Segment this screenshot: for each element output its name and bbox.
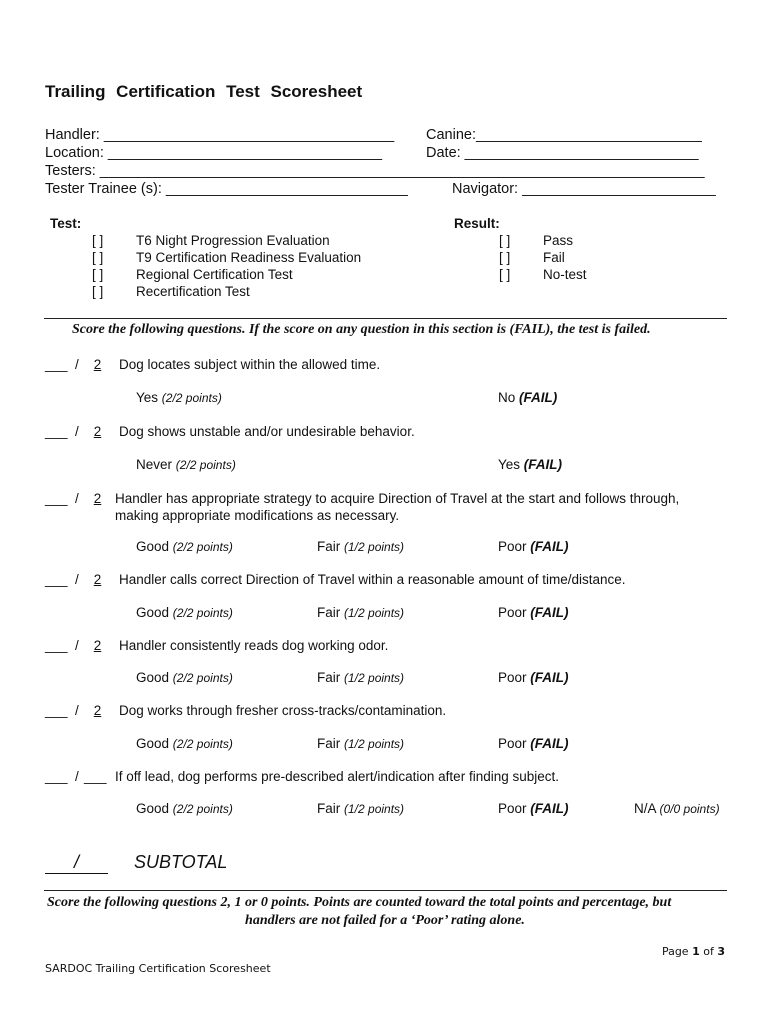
result-option-label: No-test — [543, 267, 587, 282]
question-text: Handler has appropriate strategy to acquire Direction of Travel at the start and follows through, — [115, 491, 680, 506]
question-text: Dog works through fresher cross-tracks/contamination. — [119, 703, 447, 718]
result-checkbox[interactable]: [ ] — [499, 233, 511, 248]
option-points: (1/2 points) — [344, 671, 405, 685]
score-slash: / — [75, 703, 79, 718]
option-label: Fair — [317, 670, 341, 685]
option-label: Poor — [498, 801, 527, 816]
option-fail: (FAIL) — [530, 736, 569, 751]
test-option-label: T9 Certification Readiness Evaluation — [136, 250, 362, 265]
result-checkbox[interactable]: [ ] — [499, 250, 511, 265]
option-points: (1/2 points) — [344, 802, 405, 816]
option-label: Fair — [317, 605, 341, 620]
score-slash: / — [75, 572, 79, 587]
score-blank[interactable]: ___ — [45, 357, 68, 372]
result-checkbox[interactable]: [ ] — [499, 267, 511, 282]
result-option-label: Fail — [543, 250, 565, 265]
section1-instructions: Score the following questions. If the score on any question in this section is (FAIL), the test is failed. — [72, 322, 651, 337]
score-slash: / — [75, 491, 79, 506]
question-text: Dog locates subject within the allowed time. — [119, 357, 381, 372]
question-text-continued: making appropriate modifications as necessary. — [115, 508, 400, 523]
result-option-label: Pass — [543, 233, 574, 248]
test-option-label: Regional Certification Test — [136, 267, 293, 282]
option-fail: (FAIL) — [530, 801, 569, 816]
option-label: Poor — [498, 736, 527, 751]
test-label: Test: — [50, 216, 82, 231]
footer-text: SARDOC Trailing Certification Scoresheet — [45, 962, 271, 975]
question-text: Handler calls correct Direction of Travel within a reasonable amount of time/distance. — [119, 572, 626, 587]
option-points: (0/0 points) — [659, 802, 720, 816]
question-text: Handler consistently reads dog working odor. — [119, 638, 389, 653]
page-number: Page 1 of 3 — [661, 945, 725, 958]
option-label: No — [498, 390, 516, 405]
question-text: If off lead, dog performs pre-described alert/indication after finding subject. — [115, 769, 559, 784]
option-label: Good — [136, 801, 170, 816]
testers-field[interactable]: Testers: ___________________________________________________________________________ — [45, 163, 705, 179]
option-label: Poor — [498, 539, 527, 554]
score-blank[interactable]: ___ — [45, 703, 68, 718]
option-fail: (FAIL) — [530, 539, 569, 554]
section-divider — [44, 890, 727, 891]
score-max: 2 — [93, 572, 102, 587]
option-fail: (FAIL) — [523, 457, 563, 472]
tester-trainee-field[interactable]: Tester Trainee (s): ______________________________ — [45, 181, 408, 197]
test-option-label: Recertification Test — [136, 284, 250, 299]
option-label: Poor — [498, 605, 527, 620]
option-points: (2/2 points) — [172, 671, 233, 685]
option-label: Fair — [317, 736, 341, 751]
score-max: 2 — [93, 491, 102, 506]
score-blank[interactable]: ___ — [45, 424, 68, 439]
subtotal-label: SUBTOTAL — [134, 852, 228, 872]
option-fail: (FAIL) — [530, 605, 569, 620]
option-label: Poor — [498, 670, 527, 685]
subtotal-slash: / — [73, 852, 79, 872]
canine-field[interactable]: Canine:____________________________ — [426, 127, 702, 143]
score-blank[interactable]: ___ — [45, 491, 68, 506]
result-label: Result: — [454, 216, 500, 231]
option-label: Good — [136, 736, 170, 751]
question-text: Dog shows unstable and/or undesirable behavior. — [119, 424, 415, 439]
test-checkbox[interactable]: [ ] — [92, 250, 104, 265]
score-max: 2 — [93, 424, 102, 439]
test-option-label: T6 Night Progression Evaluation — [136, 233, 330, 248]
score-slash: / — [75, 357, 79, 372]
option-label: Good — [136, 539, 170, 554]
score-slash: / — [75, 638, 79, 653]
option-points: (2/2 points) — [175, 458, 236, 472]
option-label: Good — [136, 670, 170, 685]
test-checkbox[interactable]: [ ] — [92, 267, 104, 282]
navigator-field[interactable]: Navigator: ________________________ — [452, 181, 716, 197]
option-label: Yes — [498, 457, 521, 472]
option-label: Yes — [136, 390, 159, 405]
score-slash: / — [75, 424, 79, 439]
option-points: (2/2 points) — [161, 391, 222, 405]
option-label: Fair — [317, 539, 341, 554]
score-blank[interactable]: ___ — [45, 572, 68, 587]
option-points: (2/2 points) — [172, 606, 233, 620]
document-title: Trailing Certification Test Scoresheet — [45, 82, 363, 101]
option-points: (2/2 points) — [172, 802, 233, 816]
test-checkbox[interactable]: [ ] — [92, 284, 104, 299]
section2-instructions-continued: handlers are not failed for a ‘Poor’ rating alone. — [245, 913, 525, 928]
score-max: 2 — [93, 703, 102, 718]
score-max[interactable]: ___ — [84, 769, 107, 784]
option-fail: (FAIL) — [530, 670, 569, 685]
option-points: (1/2 points) — [344, 540, 405, 554]
section-divider — [44, 318, 727, 319]
score-slash: / — [75, 769, 79, 784]
option-label: Fair — [317, 801, 341, 816]
score-max: 2 — [93, 638, 102, 653]
test-checkbox[interactable]: [ ] — [92, 233, 104, 248]
date-field[interactable]: Date: _____________________________ — [426, 145, 699, 161]
option-points: (2/2 points) — [172, 737, 233, 751]
handler-field[interactable]: Handler: ____________________________________ — [45, 127, 395, 143]
option-points: (1/2 points) — [344, 737, 405, 751]
option-fail: (FAIL) — [519, 390, 558, 405]
score-blank[interactable]: ___ — [45, 769, 68, 784]
option-label: Good — [136, 605, 170, 620]
location-field[interactable]: Location: __________________________________ — [45, 145, 383, 161]
option-label: Never — [136, 457, 173, 472]
section2-instructions: Score the following questions 2, 1 or 0 points. Points are counted toward the total points and percentage, but — [47, 895, 672, 910]
option-label: N/A — [634, 801, 656, 816]
score-blank[interactable]: ___ — [45, 638, 68, 653]
subtotal-score-field[interactable] — [45, 852, 108, 874]
option-points: (2/2 points) — [172, 540, 233, 554]
score-max: 2 — [93, 357, 102, 372]
option-points: (1/2 points) — [344, 606, 405, 620]
